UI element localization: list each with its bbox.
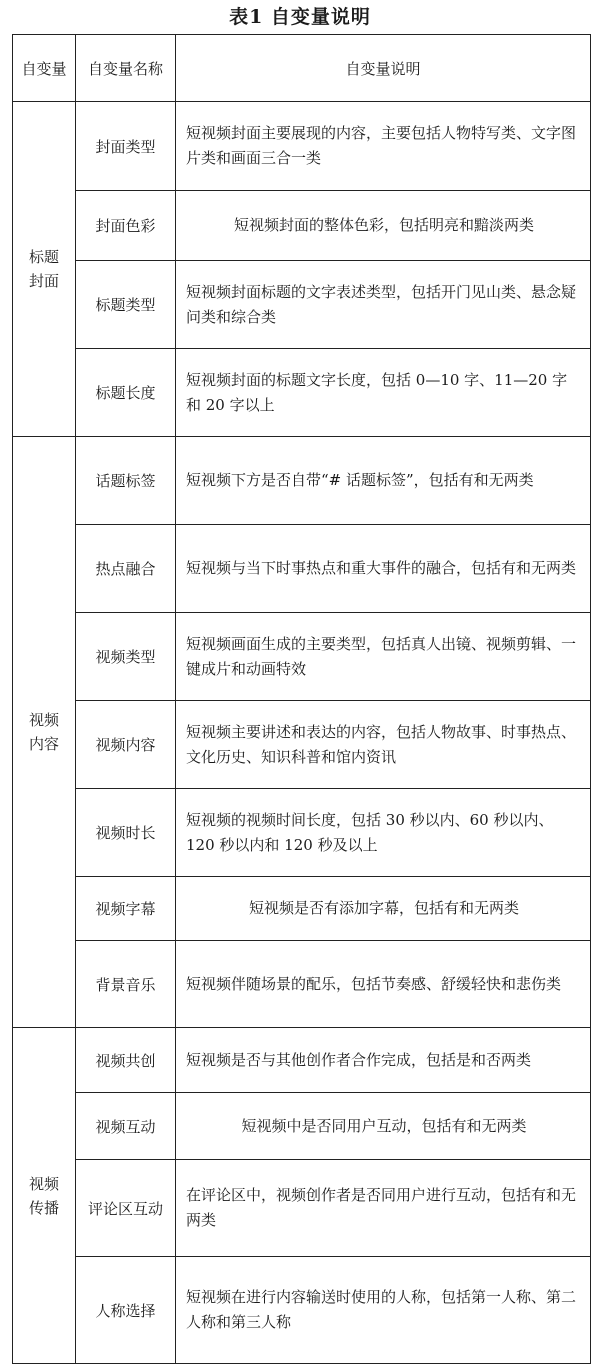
header-row (13, 35, 591, 102)
variable-name-cell: 视频内容 (76, 701, 176, 789)
group-cell: 标题 封面 (13, 102, 76, 437)
table-row (13, 1257, 591, 1364)
variable-name-cell: 评论区互动 (76, 1160, 176, 1257)
group-cell: 视频 内容 (13, 437, 76, 1028)
variable-name-cell: 标题类型 (76, 261, 176, 349)
variable-description-cell: 短视频画面生成的主要类型，包括真人出镜、视频剪辑、一键成片和动画特效 (176, 613, 591, 701)
table-row (13, 525, 591, 613)
table-title: 表1 自变量说明 (229, 6, 371, 28)
variable-name-cell: 视频共创 (76, 1028, 176, 1093)
header-variable: 自变量 (13, 35, 76, 102)
variable-name-cell: 封面色彩 (76, 191, 176, 261)
table-row (13, 1093, 591, 1160)
table-body (13, 102, 591, 1364)
variable-description-cell: 短视频下方是否自带“# 话题标签”，包括有和无两类 (176, 437, 591, 525)
variable-name-cell: 背景音乐 (76, 941, 176, 1028)
table-row (13, 789, 591, 877)
variable-description-cell: 短视频封面标题的文字表述类型，包括开门见山类、悬念疑问类和综合类 (176, 261, 591, 349)
header-variable-name: 自变量名称 (76, 35, 176, 102)
variable-name-cell: 视频字幕 (76, 877, 176, 941)
table-row (13, 1028, 591, 1093)
variable-name-cell: 视频时长 (76, 789, 176, 877)
variable-name-cell: 视频互动 (76, 1093, 176, 1160)
table-row (13, 613, 591, 701)
variable-name-cell: 封面类型 (76, 102, 176, 191)
variable-description-cell: 短视频封面主要展现的内容，主要包括人物特写类、文字图片类和画面三合一类 (176, 102, 591, 191)
table-row (13, 437, 591, 525)
table-row (13, 877, 591, 941)
table-row (13, 701, 591, 789)
table-row (13, 941, 591, 1028)
variable-description-cell: 短视频在进行内容输送时使用的人称，包括第一人称、第二人称和第三人称 (176, 1257, 591, 1364)
variable-description-cell: 短视频的视频时间长度，包括 30 秒以内、60 秒以内、120 秒以内和 120 秒及以上 (176, 789, 591, 877)
table-row (13, 102, 591, 191)
variable-description-cell: 短视频封面的标题文字长度，包括 0—10 字、11—20 字和 20 字以上 (176, 349, 591, 437)
variable-description-cell: 短视频是否有添加字幕，包括有和无两类 (176, 877, 591, 941)
variable-description-cell: 在评论区中，视频创作者是否同用户进行互动，包括有和无两类 (176, 1160, 591, 1257)
table-row (13, 191, 591, 261)
variable-name-cell: 人称选择 (76, 1257, 176, 1364)
variable-description-cell: 短视频伴随场景的配乐，包括节奏感、舒缓轻快和悲伤类 (176, 941, 591, 1028)
variables-table (12, 34, 591, 1364)
group-cell: 视频 传播 (13, 1028, 76, 1364)
variable-name-cell: 标题长度 (76, 349, 176, 437)
table-row (13, 261, 591, 349)
variable-name-cell: 视频类型 (76, 613, 176, 701)
header-variable-description: 自变量说明 (176, 35, 591, 102)
variable-description-cell: 短视频封面的整体色彩，包括明亮和黯淡两类 (176, 191, 591, 261)
variable-description-cell: 短视频中是否同用户互动，包括有和无两类 (176, 1093, 591, 1160)
variable-name-cell: 热点融合 (76, 525, 176, 613)
variable-name-cell: 话题标签 (76, 437, 176, 525)
variable-description-cell: 短视频是否与其他创作者合作完成，包括是和否两类 (176, 1028, 591, 1093)
variable-description-cell: 短视频主要讲述和表达的内容，包括人物故事、时事热点、文化历史、知识科普和馆内资讯 (176, 701, 591, 789)
variable-description-cell: 短视频与当下时事热点和重大事件的融合，包括有和无两类 (176, 525, 591, 613)
table-row (13, 349, 591, 437)
table-row (13, 1160, 591, 1257)
